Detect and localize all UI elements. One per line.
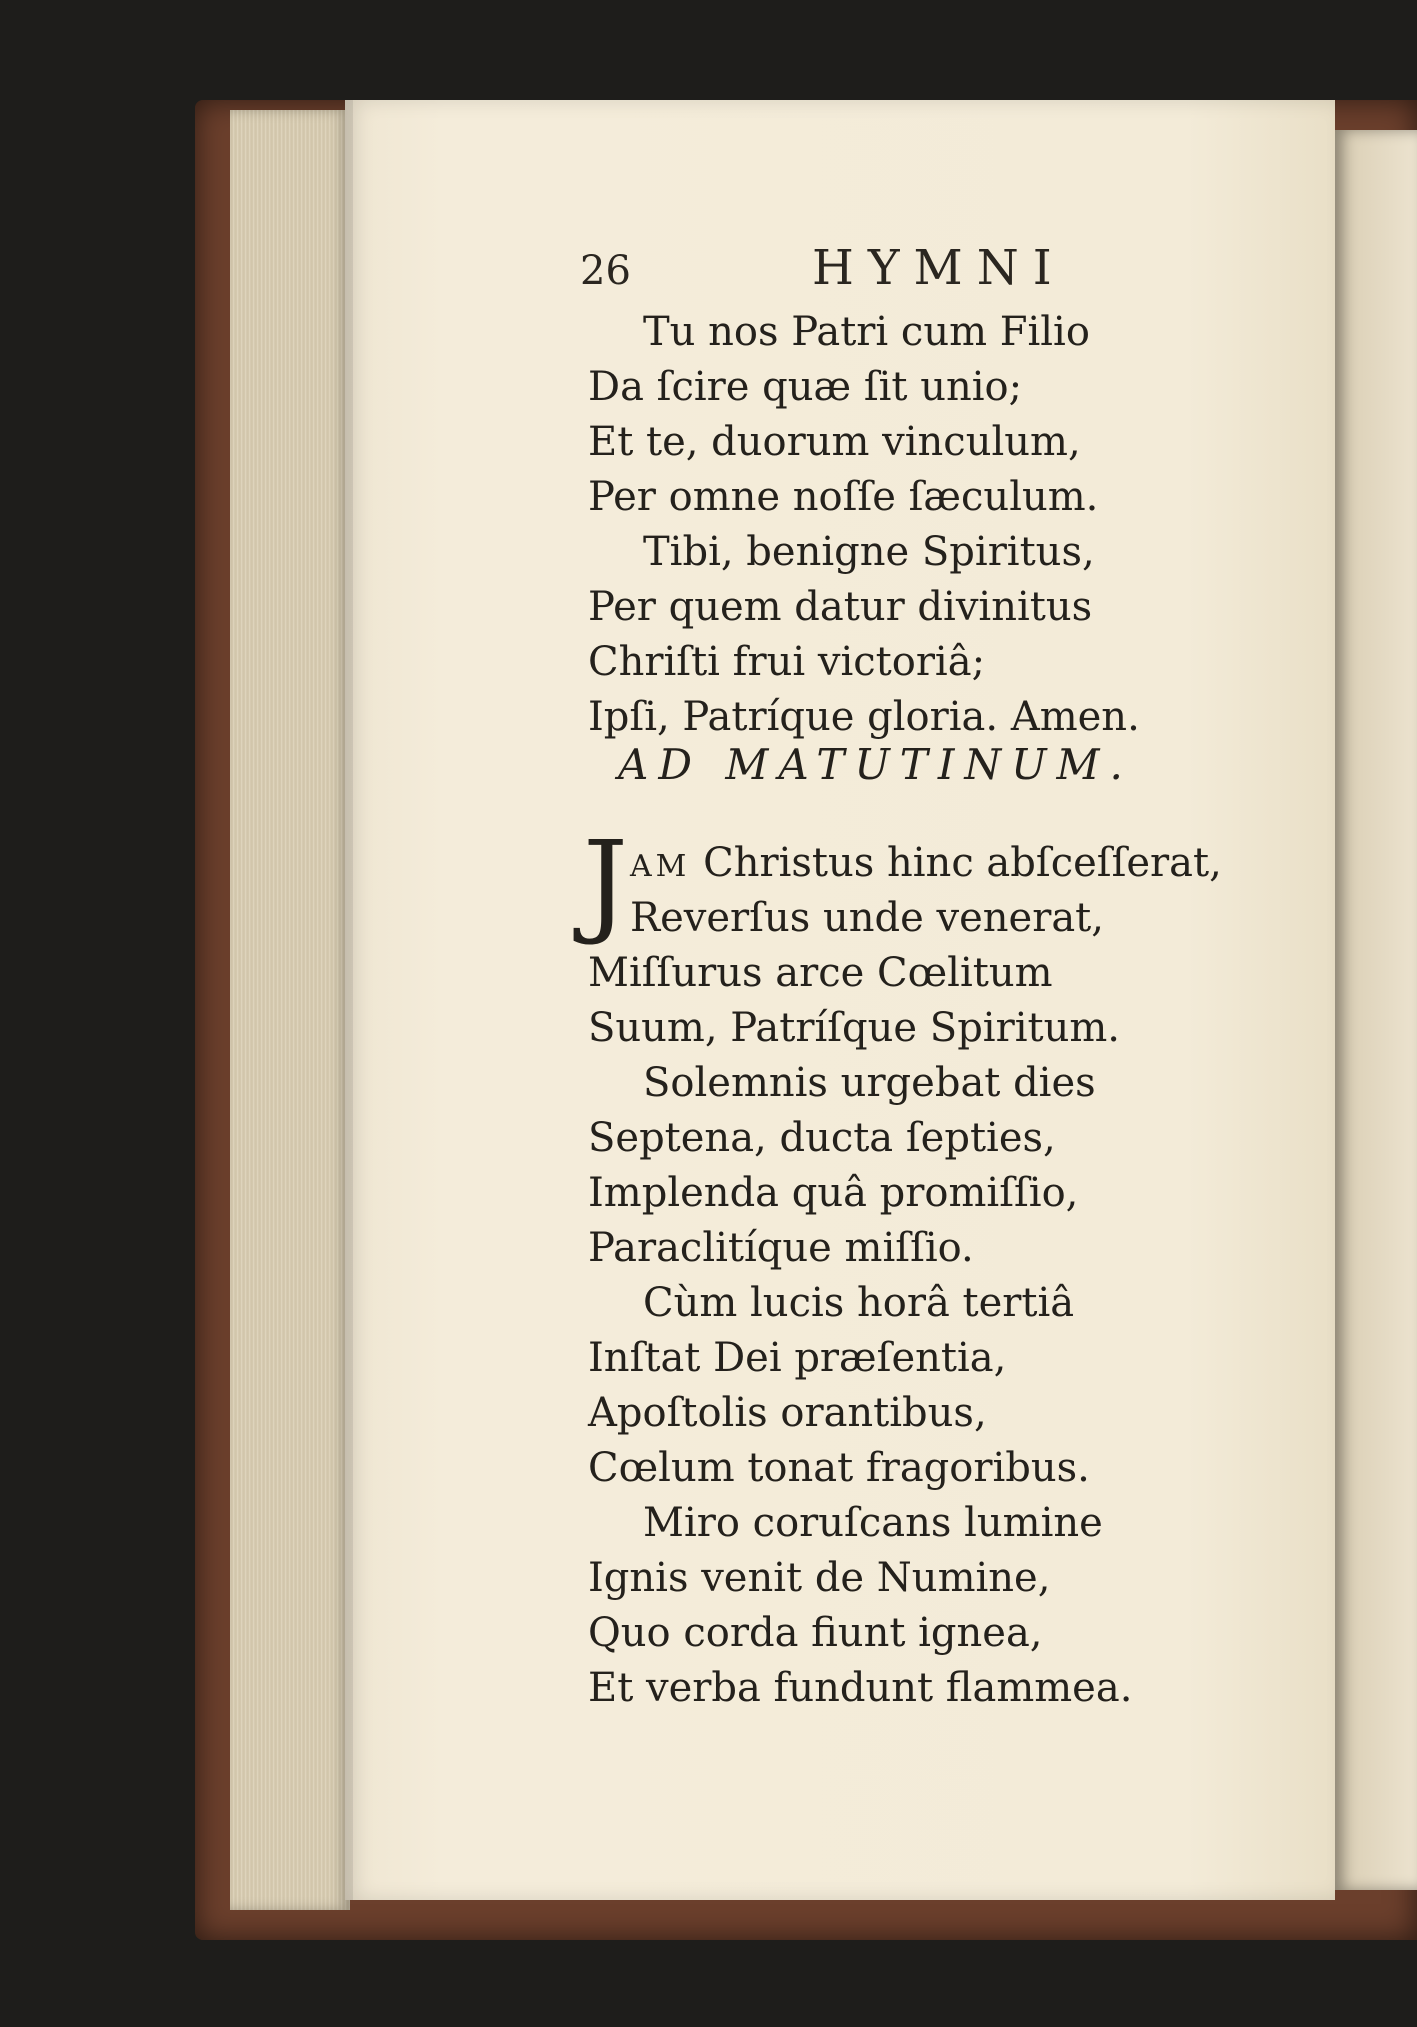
verse-line: Per quem datur divinitus: [588, 584, 1093, 630]
verse-line: Miro coruſcans lumine: [643, 1500, 1103, 1546]
verse-line: Tibi, benigne Spiritus,: [643, 529, 1095, 575]
smallcaps-word: AM: [630, 849, 691, 884]
page-edges: [230, 110, 350, 1910]
verse-line: Tu nos Patri cum Filio: [643, 309, 1090, 355]
verse-line: Ignis venit de Numine,: [588, 1555, 1051, 1601]
drop-cap: J: [583, 818, 628, 948]
verse-line: Quo corda fiunt ignea,: [588, 1610, 1043, 1656]
section-heading: AD MATUTINUM.: [618, 740, 1133, 789]
running-title: HYMNI: [812, 240, 1066, 296]
stanza-block-top: [588, 305, 1288, 745]
page-number: 26: [580, 248, 631, 294]
verse-line: Reverſus unde venerat,: [630, 895, 1104, 941]
verse-line: Inſtat Dei præſentia,: [588, 1335, 1007, 1381]
first-line-text: Christus hinc abſceſſerat,: [703, 840, 1222, 886]
verse-line: Paraclitíque miſſio.: [588, 1225, 974, 1271]
verse-line: Et te, duorum vinculum,: [588, 419, 1081, 465]
verse-line: Da ſcire quæ ſit unio;: [588, 364, 1023, 410]
hymn-block: [588, 836, 1308, 1716]
verse-line: Septena, ducta ſepties,: [588, 1115, 1056, 1161]
verse-line: Per omne noſſe ſæculum.: [588, 474, 1099, 520]
verse-line: Ipſi, Patríque gloria. Amen.: [588, 694, 1140, 740]
verse-line: Chriſti frui victoriâ;: [588, 639, 986, 685]
verse-line: Solemnis urgebat dies: [643, 1060, 1096, 1106]
gutter-shadow: [345, 100, 353, 1900]
verse-line: Miſſurus arce Cœlitum: [588, 950, 1053, 996]
verse-line: Cœlum tonat fragoribus.: [588, 1445, 1090, 1491]
verse-line-first: [588, 836, 1308, 891]
verse-line: Apoſtolis orantibus,: [588, 1390, 987, 1436]
page-header: [580, 240, 1220, 300]
verse-line: Cùm lucis horâ tertiâ: [643, 1280, 1075, 1326]
verse-line: Et verba fundunt flammea.: [588, 1665, 1133, 1711]
verse-line: Implenda quâ promiſſio,: [588, 1170, 1079, 1216]
facing-page-edge: [1335, 130, 1417, 1890]
verse-line: Suum, Patríſque Spiritum.: [588, 1005, 1120, 1051]
